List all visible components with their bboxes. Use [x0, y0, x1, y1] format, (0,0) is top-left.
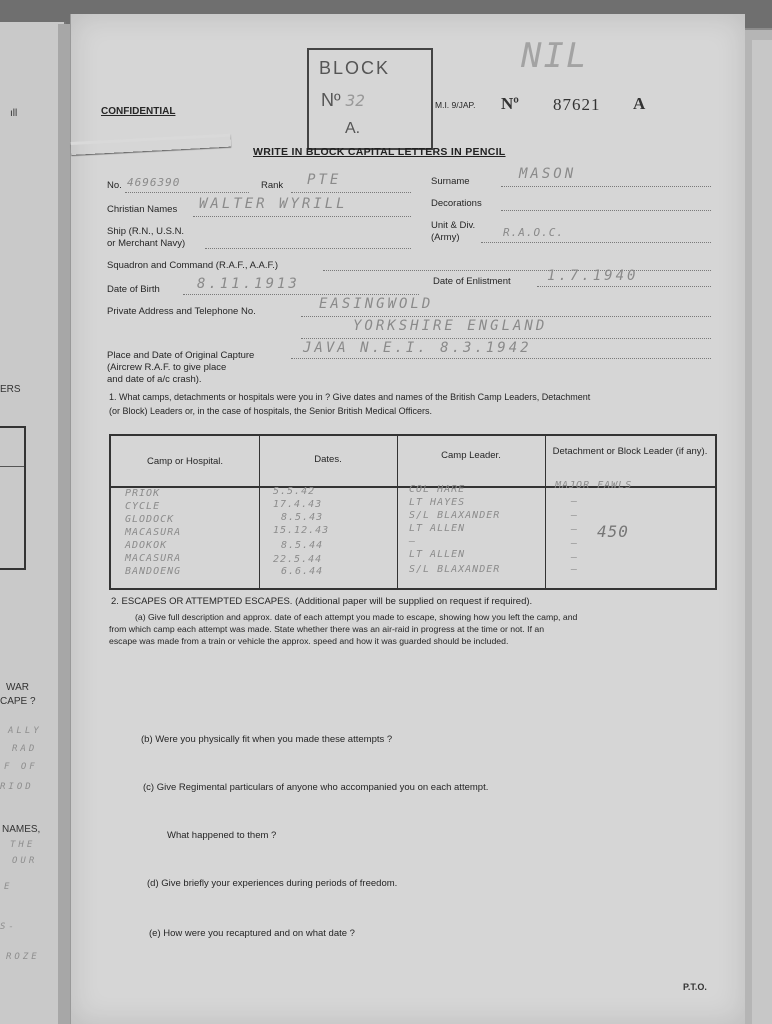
- leader-cell: —: [409, 536, 417, 547]
- no-line: [125, 192, 249, 193]
- enlistment-label: Date of Enlistment: [433, 276, 511, 287]
- stamp-block-text: BLOCK: [319, 58, 391, 78]
- question-2c: (c) Give Regimental particulars of anyone who accompanied you on each attempt.: [143, 782, 489, 793]
- block-leader-cell: —: [571, 552, 579, 563]
- left-handwriting: F OF: [4, 762, 38, 772]
- left-handwriting: THE: [10, 840, 36, 850]
- camp-cell: BANDOENG: [125, 566, 182, 577]
- leader-cell: COL HARE: [409, 484, 466, 495]
- serial-number: 87621: [553, 95, 601, 114]
- camp-table-divider: [545, 436, 546, 588]
- leader-cell: LT HAYES: [409, 497, 466, 508]
- unit-value: R.A.O.C.: [503, 226, 564, 239]
- ship-line: [205, 248, 411, 249]
- question-1-text-2: (or Block) Leaders or, in the case of hospitals, the Senior British Medical Officers.: [109, 406, 432, 416]
- date-cell: 5.5.42: [273, 486, 316, 497]
- question-2a-text-3: escape was made from a train or vehicle the approx. speed and how it was guarded should be included.: [109, 636, 509, 646]
- block-leader-cell: —: [571, 524, 579, 535]
- header-camp-leader: Camp Leader.: [441, 450, 501, 461]
- block-leader-cell: —: [571, 496, 579, 507]
- dob-line: [183, 294, 419, 295]
- pto-label: P.T.O.: [683, 982, 707, 992]
- enlistment-line: [537, 286, 711, 287]
- right-page-stack-edge: [752, 40, 772, 1024]
- dob-label: Date of Birth: [107, 284, 160, 295]
- left-fragment: NAMES,: [2, 824, 41, 835]
- rank-line: [291, 192, 411, 193]
- question-2b: (b) Were you physically fit when you made these attempts ?: [141, 734, 393, 745]
- nil-annotation: NIL: [521, 36, 589, 76]
- question-1-text: 1. What camps, detachments or hospitals were you in ? Give dates and names of the British Camp Leaders, Detachment: [109, 392, 591, 402]
- left-handwriting: E: [4, 882, 13, 892]
- address-line: [301, 316, 711, 317]
- form-instruction: WRITE IN BLOCK CAPITAL LETTERS IN PENCIL: [253, 146, 506, 158]
- left-handwriting: ROZE: [6, 952, 40, 962]
- number-sign: Nº: [501, 94, 519, 113]
- left-handwriting: RIOD: [0, 782, 34, 792]
- question-2c-followup: What happened to them ?: [167, 830, 277, 841]
- capture-label-2: (Aircrew R.A.F. to give place: [107, 362, 227, 373]
- address-line-b: [301, 338, 711, 339]
- block-leader-cell: —: [571, 510, 579, 521]
- leader-cell: LT ALLEN: [409, 549, 466, 560]
- ship-label: Ship (R.N., U.S.N.: [107, 226, 185, 237]
- mi-reference: M.I. 9/JAP.: [435, 100, 476, 110]
- camp-table: [109, 434, 717, 590]
- unit-line: [481, 242, 711, 243]
- decorations-label: Decorations: [431, 198, 482, 209]
- squadron-line: [323, 270, 711, 271]
- capture-value: JAVA N.E.I. 8.3.1942: [303, 340, 532, 356]
- confidential-label: CONFIDENTIAL: [101, 106, 176, 117]
- left-handwriting: ALLY: [8, 726, 42, 736]
- capture-label: Place and Date of Original Capture: [107, 350, 255, 361]
- enlistment-value: 1.7.1940: [547, 268, 639, 284]
- left-table-line: [0, 466, 24, 467]
- header-dates: Dates.: [314, 454, 342, 465]
- surname-line: [501, 186, 711, 187]
- date-cell: 6.6.44: [281, 566, 324, 577]
- address-label: Private Address and Telephone No.: [107, 306, 256, 317]
- question-2a-text: (a) Give full description and approx. date of each attempt you made to escape, showing how you left the camp, and: [135, 612, 578, 622]
- rank-label: Rank: [261, 180, 284, 191]
- header-camp: Camp or Hospital.: [146, 456, 224, 467]
- christian-names-value: WALTER WYRILL: [199, 196, 348, 212]
- left-fragment: ERS: [0, 384, 21, 395]
- leader-cell: LT ALLEN: [409, 523, 466, 534]
- christian-names-line: [193, 216, 411, 217]
- question-2-heading: 2. ESCAPES OR ATTEMPTED ESCAPES. (Additional paper will be supplied on request if required).: [111, 596, 533, 607]
- header-block-leader: Detachment or Block Leader (if any).: [552, 446, 708, 457]
- stamp-letter: A.: [345, 120, 361, 137]
- date-cell: 22.5.44: [273, 554, 323, 565]
- date-cell: 17.4.43: [273, 499, 323, 510]
- question-2e: (e) How were you recaptured and on what date ?: [149, 928, 355, 939]
- camp-cell: MACASURA: [125, 527, 182, 538]
- camp-cell: ADOKOK: [125, 540, 168, 551]
- squadron-label: Squadron and Command (R.A.F., A.A.F.): [107, 260, 279, 271]
- no-value: 4696390: [127, 176, 181, 189]
- dob-value: 8.11.1913: [197, 276, 300, 292]
- stamp-number: Nº 32: [321, 90, 365, 110]
- serial-suffix: A: [633, 94, 646, 113]
- left-fragment: WAR: [6, 682, 29, 693]
- block-leader-cell: MAJOR FAWLS: [555, 480, 633, 491]
- address-line-2: YORKSHIRE ENGLAND: [353, 318, 548, 334]
- surname-value: MASON: [519, 166, 577, 182]
- left-handwriting: RAD: [12, 744, 38, 754]
- capture-label-3: and date of a/c crash).: [107, 374, 202, 385]
- surname-label: Surname: [431, 176, 470, 187]
- left-adjacent-page: [0, 22, 66, 1024]
- block-stamp: [307, 48, 433, 150]
- leader-cell: S/L BLAXANDER: [409, 510, 501, 521]
- date-cell: 8.5.44: [281, 540, 324, 551]
- question-2d: (d) Give briefly your experiences during periods of freedom.: [147, 878, 398, 889]
- question-2a-text-2: from which camp each attempt was made. State whether there was an air-raid in progress at the time or not. If an: [109, 624, 545, 634]
- block-leader-cell: —: [571, 538, 579, 549]
- camp-cell: GLODOCK: [125, 514, 175, 525]
- left-fragment: CAPE ?: [0, 696, 36, 707]
- block-leader-cell: —: [571, 564, 579, 575]
- rank-value: PTE: [307, 172, 342, 188]
- left-fragment: ıll: [10, 108, 18, 119]
- christian-names-label: Christian Names: [107, 204, 178, 215]
- leader-cell: S/L BLAXANDER: [409, 564, 501, 575]
- unit-label-2: (Army): [431, 232, 460, 243]
- capture-line: [291, 358, 711, 359]
- unit-label: Unit & Div.: [431, 220, 476, 231]
- form-sheet: [70, 14, 745, 1024]
- table-annotation: 450: [597, 522, 629, 541]
- date-cell: 8.5.43: [281, 512, 324, 523]
- address-line-1: EASINGWOLD: [319, 296, 434, 312]
- left-table-fragment: [0, 426, 26, 570]
- date-cell: 15.12.43: [273, 525, 330, 536]
- decorations-line: [501, 210, 711, 211]
- left-handwriting: S-: [0, 922, 17, 932]
- binding-string: [71, 134, 231, 155]
- ship-label-2: or Merchant Navy): [107, 238, 186, 249]
- camp-cell: PRIOK: [125, 488, 161, 499]
- camp-cell: MACASURA: [125, 553, 182, 564]
- camp-cell: CYCLE: [125, 501, 161, 512]
- no-label: No.: [107, 180, 122, 191]
- left-handwriting: OUR: [12, 856, 38, 866]
